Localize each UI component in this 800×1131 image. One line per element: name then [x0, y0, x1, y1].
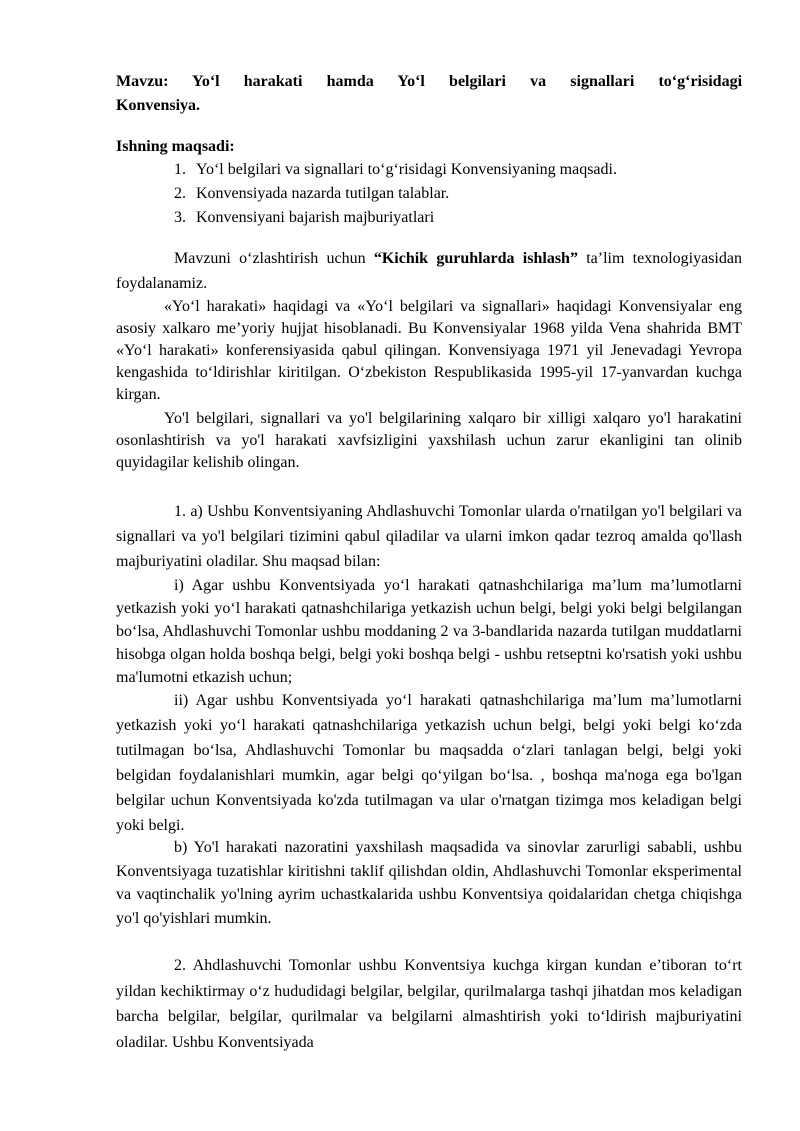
- title-line2: Konvensiya.: [116, 97, 201, 114]
- clause-b: b) Yo'l harakati nazoratini yaxshilash maqsadida va sinovlar zarurligi sababli, ushbu Konventsiyaga tuzatishlar kiritishni taklif qilishdan oldin, Ahdlashuvchi Tomonlar eksperimental va vaqtinchalik yo'lning ayrim uchastkalarida ushbu Konventsiya qoidalaridan chetga chiqishga yo'l qo'yishlari mumkin.: [116, 839, 742, 927]
- goal-heading: Ishning maqsadi:: [116, 138, 235, 155]
- title-line1: Yo‘l harakati hamda Yo‘l belgilari va signallari to‘g‘risidagi: [192, 73, 743, 90]
- goal-item: 2. Konvensiyada nazarda tutilgan talablar.: [174, 185, 450, 202]
- clause-2: 2. Ahdlashuvchi Tomonlar ushbu Konventsiya kuchga kirgan kundan e’tiboran to‘rt yildan kechiktirmay o‘z hududidagi belgilar, belgilar, qurilmalarga tashqi jihatdan mos keladigan barcha belgilar, belgilar, qurilmalar va belgilarni almashtirish yoki to‘ldirish majburiyatini oladilar. Ushbu Konventsiyada: [116, 957, 742, 1051]
- clause-1a: 1. a) Ushbu Konventsiyaning Ahdlashuvchi Tomonlar ularda o'rnatilgan yo'l belgilari va signallari va yo'l belgilari tizimini qabul qiladilar va ularni imkon qadar tezroq amalda qo'llash majburiyatini oladilar. Shu maqsad bilan:: [116, 503, 742, 570]
- intro-paragraph-2: Yo'l belgilari, signallari va yo'l belgilarining xalqaro bir xilligi xalqaro yo'l harakatini osonlashtirish va yo'l harakati xavfsizligini yaxshilash uchun zarur ekanligini tan olinib quyidagilar kelishib olingan.: [116, 410, 742, 471]
- method-bold: “Kichik guruhlarda ishlash”: [373, 250, 578, 267]
- title-label: Mavzu:: [116, 73, 169, 90]
- goal-item: 1. Yo‘l belgilari va signallari to‘g‘risidagi Konvensiyaning maqsadi.: [174, 161, 617, 178]
- goal-item: 3. Konvensiyani bajarish majburiyatlari: [174, 209, 435, 226]
- clause-i: i) Agar ushbu Konventsiyada yo‘l harakati qatnashchilariga ma’lum ma’lumotlarni yetkazish yoki yo‘l harakati qatnashchilariga yetkazish uchun belgi, belgi yoki belgi belgilangan bo‘lsa, Ahdlashuvchi Tomonlar ushbu moddaning 2 va 3-bandlarida nazarda tutilgan muddatlarni hisobga olgan holda boshqa belgi, belgi yoki boshqa belgi - ushbu retseptni ko'rsatish yoki ushbu ma'lumotni etkazish uchun;: [116, 577, 742, 686]
- method-paragraph: Mavzuni o‘zlashtirish uchun “Kichik guruhlarda ishlash” ta’lim texnologiyasidan foydalanamiz.: [116, 250, 742, 292]
- intro-paragraph-1: «Yo‘l harakati» haqidagi va «Yo‘l belgilari va signallari» haqidagi Konvensiyalar eng asosiy xalkaro me’yoriy hujjat hisoblanadi. Bu Konvensiyalar 1968 yilda Vena shahrida BMT «Yo‘l harakati» konferensiyasida qabul qilingan. Konvensiyaga 1971 yil Jenevadagi Yevropa kengashida to‘ldirishlar kiritilgan. O‘zbekiston Respublikasida 1995-yil 17-yanvardan kuchga kirgan.: [116, 298, 742, 403]
- document-title-line2: [116, 94, 742, 118]
- goal-list: [174, 158, 617, 230]
- document-title: [116, 70, 742, 94]
- clause-ii: ii) Agar ushbu Konventsiyada yo‘l harakati qatnashchilariga ma’lum ma’lumotlarni yetkazish yoki yo‘l harakati qatnashchilariga yetkazish uchun belgi, belgi yoki belgi ko‘zda tutilmagan bo‘lsa, Ahdlashuvchi Tomonlar bu maqsadda o‘zlari tanlagan belgi, belgi yoki belgidan foydalanishlari mumkin, agar belgi qo‘yilgan bo‘lsa. , boshqa ma'noga ega bo'lgan belgilar uchun Konventsiyada ko'zda tutilmagan va ular o'rnatgan tizimga mos keladigan belgi yoki belgi.: [116, 692, 742, 834]
